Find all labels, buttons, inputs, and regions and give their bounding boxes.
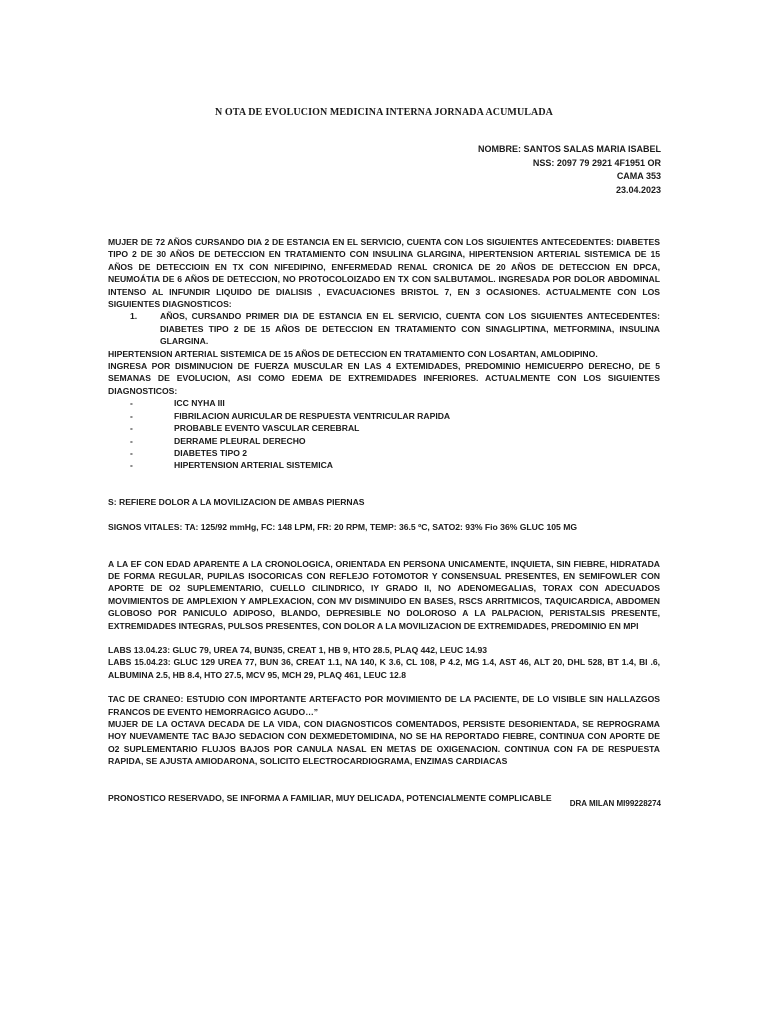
diagnosis-text: DIABETES TIPO 2 <box>174 447 248 458</box>
ct-scan-paragraph: TAC DE CRANEO: ESTUDIO CON IMPORTANTE ARTEFACTO POR MOVIMIENTO DE LA PACIENTE, DE LO VISIBLE SIN HALLAZGOS FRANCOS DE EVENTO HEMORRAGICO AGUDO…” <box>108 694 660 717</box>
diagnosis-list <box>108 397 660 471</box>
list-item: - HIPERTENSION ARTERIAL SISTEMICA <box>130 460 333 471</box>
patient-header <box>478 143 661 197</box>
list-item: - DIABETES TIPO 2 <box>130 447 248 458</box>
note-date: 23.04.2023 <box>615 184 661 195</box>
diagnosis-text: ICC NYHA III <box>174 398 225 409</box>
physical-exam-paragraph: A LA EF CON EDAD APARENTE A LA CRONOLOGICA, ORIENTADA EN PERSONA UNICAMENTE, INQUIETA, SIN FIEBRE, HIDRATADA DE FORMA REGULAR, PUPILAS ISOCORICAS CON REFLEJO FOTOMOTOR Y CONSENSUAL PRESENTES, EN SEMIFOWLER CON APORTE DE O2 SUPLEMENTARIO, CUELLO CILINDRICO, IY GRADO II, NO ADENOMEGALIAS, TORAX CON ADECUADOS MOVIMIENTOS DE AMPLEXION Y AMPLEXACION, CON MV DISMINUIDO EN BASES, RSCS ARRITMICOS, TAQUICARDICA, ABDOMEN GLOBOSO POR PANICULO ADIPOSO, BLANDO, DEPRESIBLE NO DOLOROSO A LA PALPACION, PERISTALSIS PRESENTE, EXTREMIDADES INTEGRAS, PULSOS PRESENTES, CON DOLOR A LA MOVILIZACION DE EXTREMIDADES, PREDOMINIO EN MPI <box>108 558 660 631</box>
note-body <box>108 236 660 804</box>
numbered-item-number: 1. <box>130 311 138 322</box>
list-item: - PROBABLE EVENTO VASCULAR CEREBRAL <box>130 423 360 434</box>
list-item: - DERRAME PLEURAL DERECHO <box>130 435 306 446</box>
assessment-paragraph: MUJER DE LA OCTAVA DECADA DE LA VIDA, CON DIAGNOSTICOS COMENTADOS, PERSISTE DESORIENTADA, SE REPROGRAMA HOY NUEVAMENTE TAC BAJO SEDACION CON DEXMEDETOMIDINA, NO SE HA REPORTADO FIEBRE, CONTINUA CON APORTE DE O2 SUPLEMENTARIO FLUJOS BAJOS POR CANULA NASAL EN METAS DE OXIGENACION. CONTINUA CON FA DE RESPUESTA RAPIDA, SE AJUSTA AMIODARONA, SOLICITO ELECTROCARDIOGRAMA, ENZIMAS CARDIACAS <box>108 719 660 767</box>
vital-signs-line: SIGNOS VITALES: TA: 125/92 mmHg, FC: 148 LPM, FR: 20 RPM, TEMP: 36.5 ºC, SATO2: 93% Fio 36% GLUC 105 MG <box>108 522 578 533</box>
list-item: - ICC NYHA III <box>130 398 225 409</box>
diagnosis-text: FIBRILACION AURICULAR DE RESPUESTA VENTRICULAR RAPIDA <box>174 410 451 421</box>
diagnosis-text: HIPERTENSION ARTERIAL SISTEMICA <box>174 460 333 471</box>
patient-nss: NSS: 2097 79 2921 4F1951 OR <box>532 157 661 168</box>
list-item: - FIBRILACION AURICULAR DE RESPUESTA VENTRICULAR RAPIDA <box>130 410 451 421</box>
patient-bed: CAMA 353 <box>616 171 661 181</box>
labs-line-1: LABS 13.04.23: GLUC 79, UREA 74, BUN35, CREAT 1, HB 9, HTO 28.5, PLAQ 442, LEUC 14.93 <box>108 644 488 655</box>
document-title: N OTA DE EVOLUCION MEDICINA INTERNA JORNADA ACUMULADA <box>215 107 553 118</box>
patient-name: NOMBRE: SANTOS SALAS MARIA ISABEL <box>477 144 661 154</box>
numbered-item <box>108 310 660 347</box>
diagnosis-text: PROBABLE EVENTO VASCULAR CEREBRAL <box>174 423 360 434</box>
diagnosis-text: DERRAME PLEURAL DERECHO <box>174 435 306 446</box>
labs-line-2: LABS 15.04.23: GLUC 129 UREA 77, BUN 36, CREAT 1.1, NA 140, K 3.6, CL 108, P 4.2, MG 1.4, AST 46, ALT 20, DHL 528, BT 1.4, BI .6, ALBUMINA 2.5, HB 8.4, HTO 27.5, MCV 95, MCH 29, PLAQ 461, LEUC 12.8 <box>108 657 660 680</box>
numbered-item-text: AÑOS, CURSANDO PRIMER DIA DE ESTANCIA EN EL SERVICIO, CUENTA CON LOS SIGUIENTES ANTECEDENTES: DIABETES TIPO 2 DE 15 AÑOS DE DETECCION EN TRATAMIENTO CON SINAGLIPTINA, METFORMINA, INSULINA GLARGINA. <box>160 311 660 347</box>
prognosis-line: PRONOSTICO RESERVADO, SE INFORMA A FAMILIAR, MUY DELICADA, POTENCIALMENTE COMPLICABLE <box>108 792 552 803</box>
intro-paragraph: MUJER DE 72 AÑOS CURSANDO DIA 2 DE ESTANCIA EN EL SERVICIO, CUENTA CON LOS SIGUIENTES ANTECEDENTES: DIABETES TIPO 2 DE 30 AÑOS DE DETECCION EN TRATAMIENTO CON INSULINA GLARGINA, HIPERTENSION ARTERIAL SISTEMICA DE 15 AÑOS DE DETECCIOIN EN TX CON NIFEDIPINO, ENFERMEDAD RENAL CRONICA DE 20 AÑOS DE DETECCION EN DPCA, NEUMOÁTIA DE 6 AÑOS DE DETECCION, NO PROTOCOLOIZADO EN TX CON SALBUTAMOL. INGRESADA POR DOLOR ABDOMINAL INTENSO AL INFUNDIR LIQUIDO DE DIALISIS , EVACUACIONES BRISTOL 7, EN 3 OCASIONES. ACTUALMENTE CON LOS SIGUIENTES DIAGNOSTICOS: <box>108 237 660 310</box>
history-paragraph: HIPERTENSION ARTERIAL SISTEMICA DE 15 AÑOS DE DETECCION EN TRATAMIENTO CON LOSARTAN, AMLODIPINO. <box>108 348 598 359</box>
signature: DRA MILAN MI99228274 <box>569 799 661 808</box>
admission-paragraph: INGRESA POR DISMINUCION DE FUERZA MUSCULAR EN LAS 4 EXTEMIDADES, PREDOMINIO HEMICUERPO DERECHO, DE 5 SEMANAS DE EVOLUCION, ASI COMO EDEMA DE EXTREMIDADES INFERIORES. ACTUALMENTE CON LOS SIGUIENTES DIAGNOSTICOS: <box>108 361 660 396</box>
subjective-line: S: REFIERE DOLOR A LA MOVILIZACION DE AMBAS PIERNAS <box>108 496 365 507</box>
